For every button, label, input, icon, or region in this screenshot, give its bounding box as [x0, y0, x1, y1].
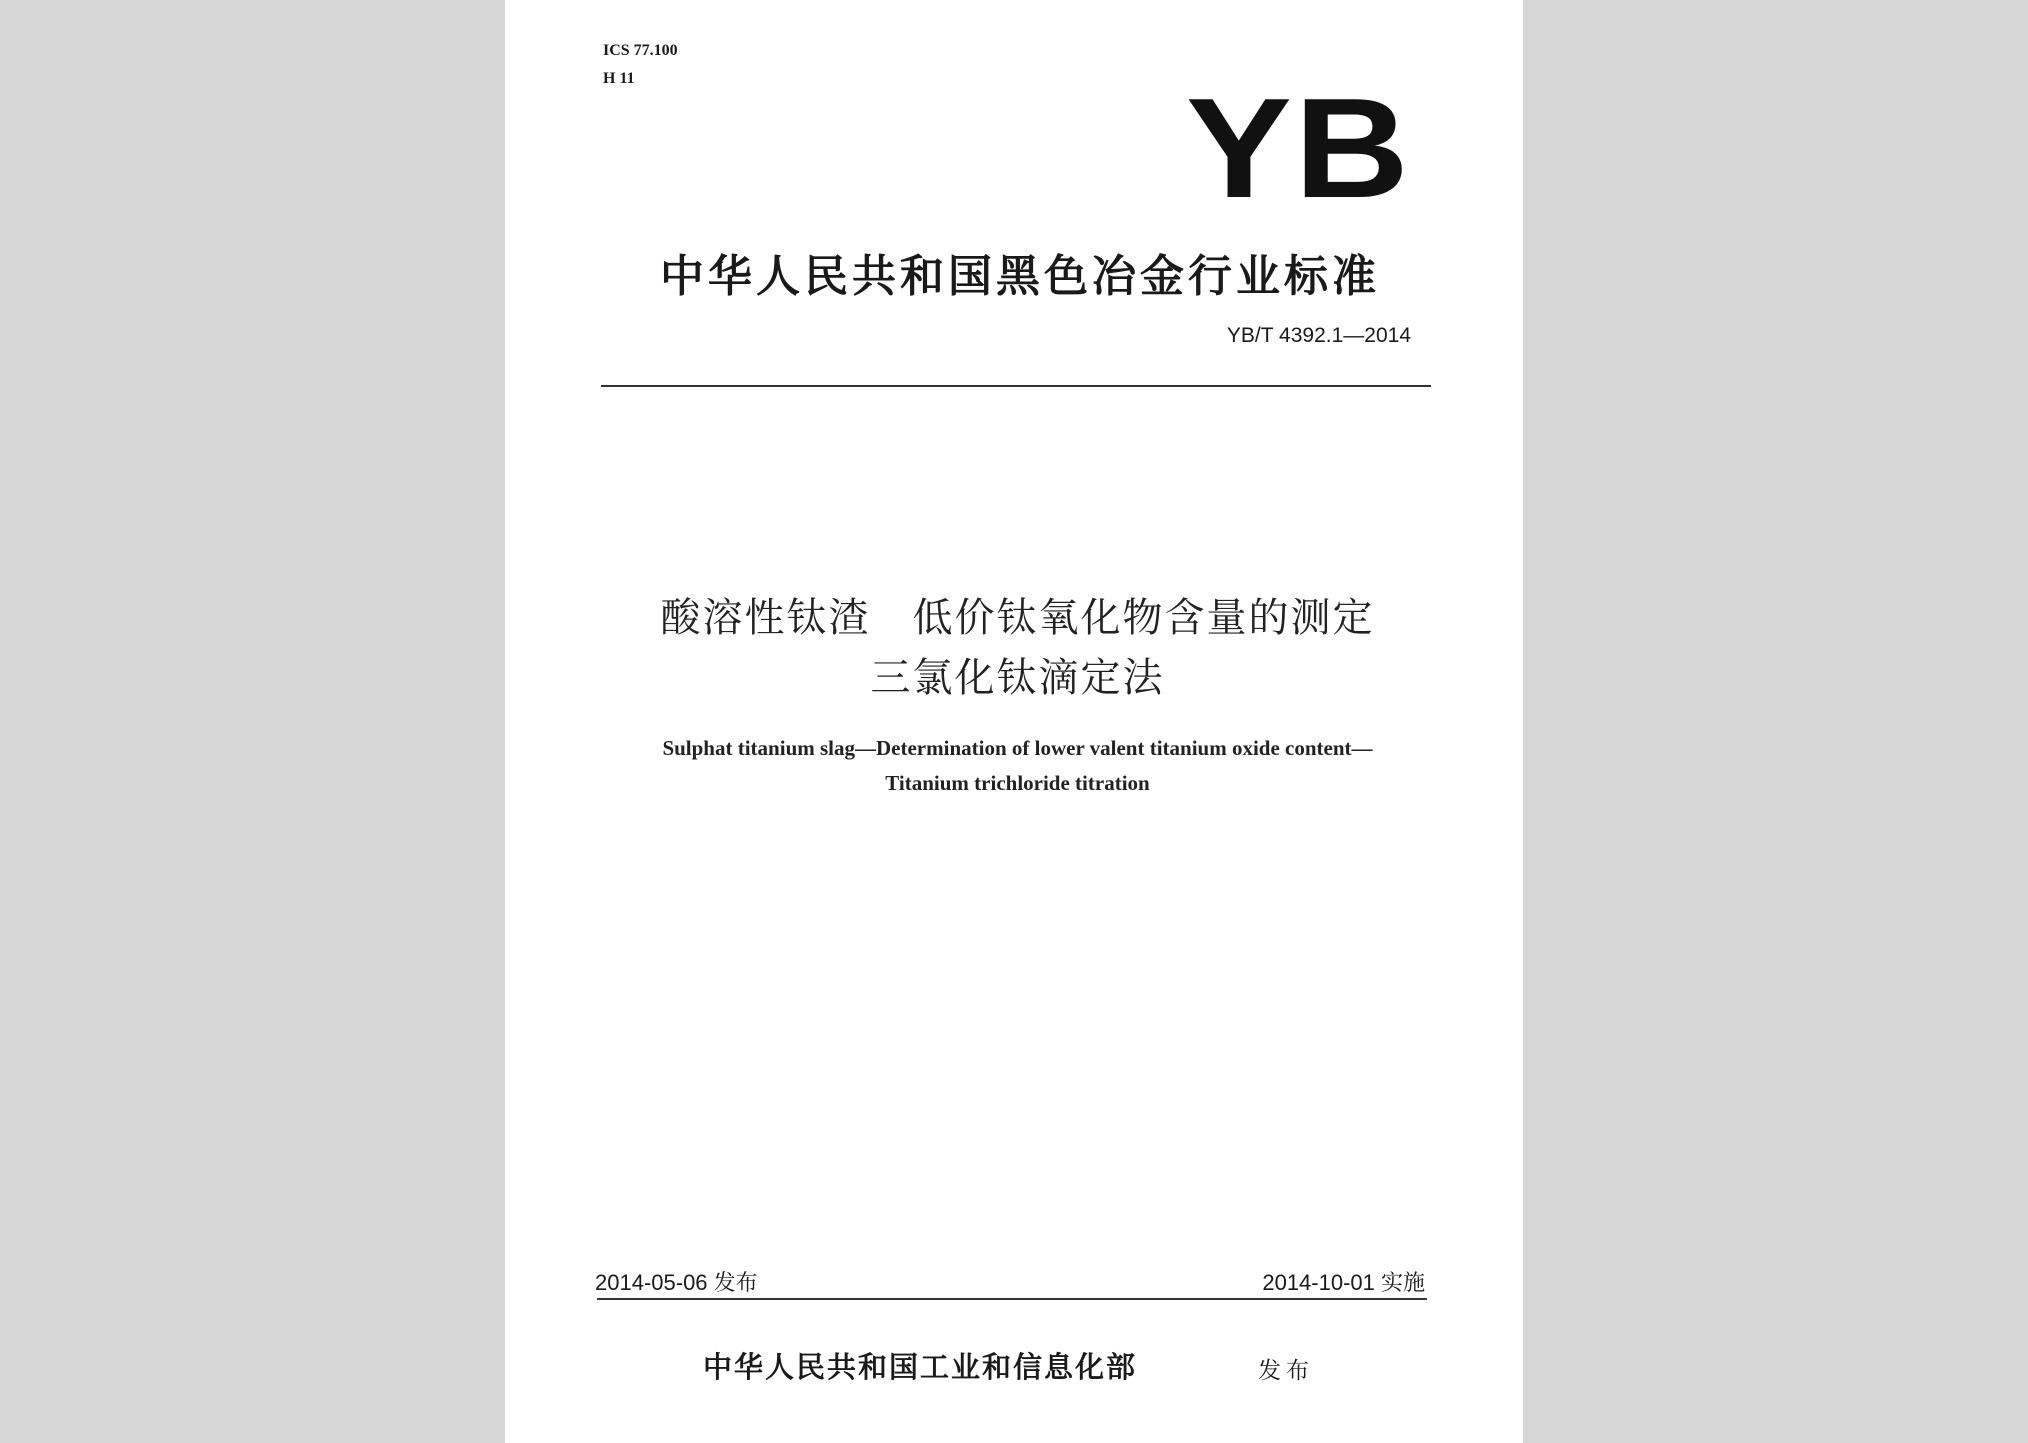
- ccs-code: H 11: [603, 70, 635, 87]
- title-english-line-1: Sulphat titanium slag—Determination of lower valent titanium oxide content—: [662, 736, 1373, 760]
- title-chinese-line-2: 三氯化钛滴定法: [870, 655, 1165, 701]
- title-chinese-line-1: 酸溶性钛渣 低价钛氧化物含量的测定: [660, 595, 1375, 641]
- standard-name: 中华人民共和国黑色冶金行业标准: [660, 251, 1380, 302]
- publish-label: 发布: [1258, 1358, 1314, 1384]
- implementation-date: 2014-10-01 实施: [1262, 1270, 1425, 1295]
- standard-number: YB/T 4392.1—2014: [1226, 324, 1411, 347]
- publisher-name: 中华人民共和国工业和信息化部: [703, 1350, 1138, 1384]
- top-divider: [601, 385, 1431, 387]
- document-page: [505, 0, 1523, 1443]
- issue-date: 2014-05-06 发布: [595, 1270, 758, 1295]
- title-english-line-2: Titanium trichloride titration: [885, 771, 1150, 795]
- bottom-divider: [597, 1298, 1427, 1300]
- ics-code: ICS 77.100: [603, 42, 678, 59]
- yb-logo: YB: [1185, 69, 1411, 228]
